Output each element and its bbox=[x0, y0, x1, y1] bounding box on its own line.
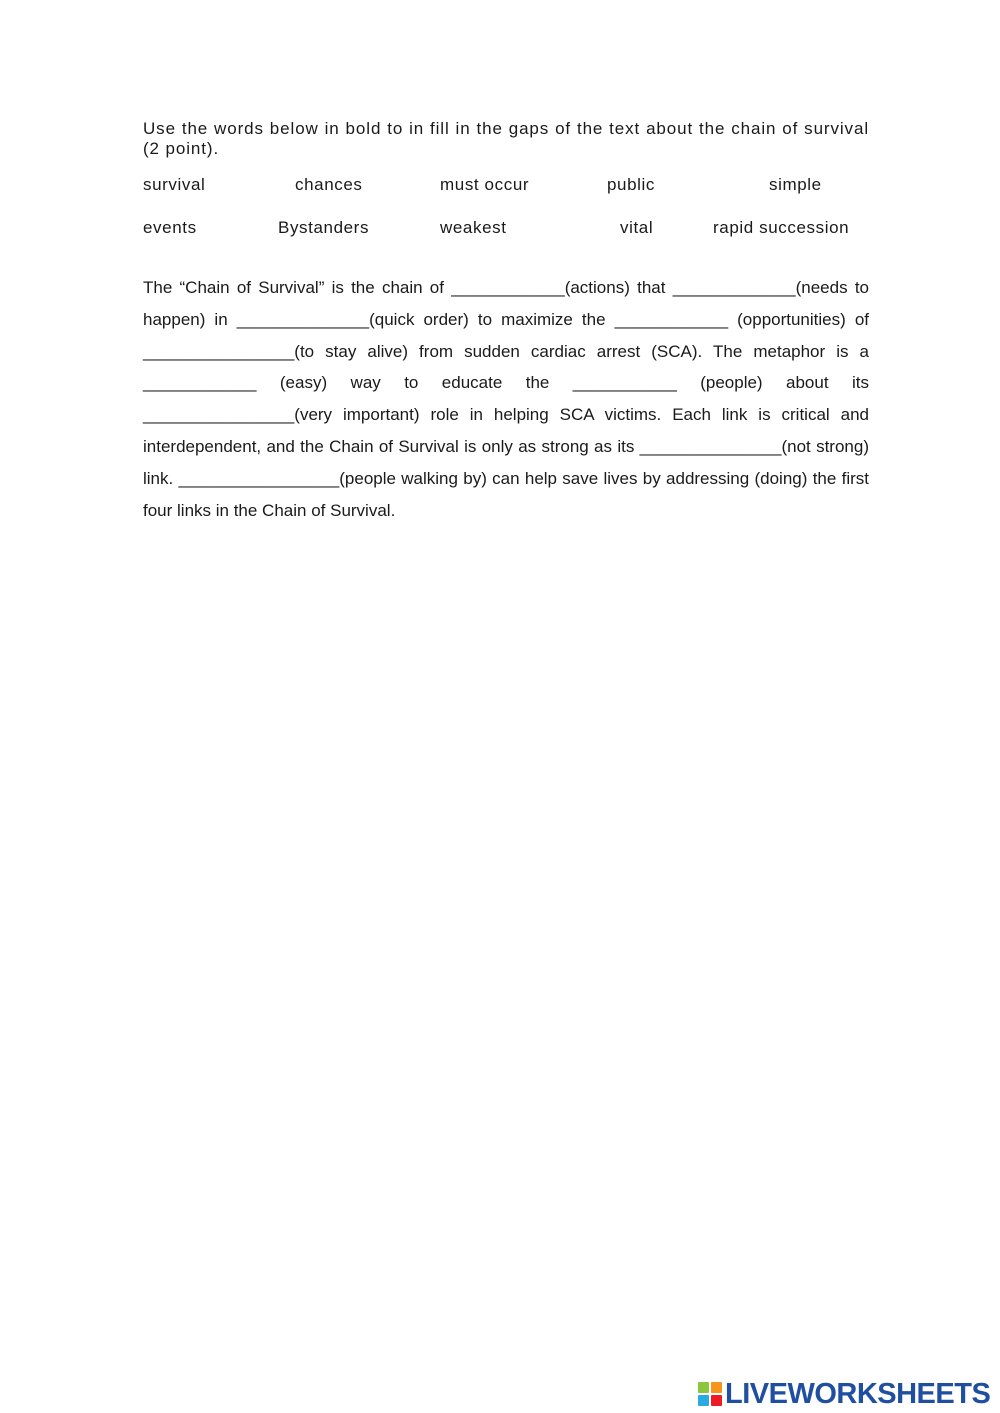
answer-gap[interactable]: _____________ bbox=[672, 278, 796, 297]
worksheet bbox=[143, 119, 869, 526]
passage-text-segment: way to educate the bbox=[327, 373, 573, 393]
answer-gap[interactable]: _______________ bbox=[639, 436, 782, 456]
passage-text-segment: link. bbox=[143, 468, 179, 488]
passage-text-segment: in bbox=[205, 309, 237, 329]
logo-text: LIVEWORKSHEETS bbox=[725, 1377, 991, 1410]
word-bank-item: must occur bbox=[440, 175, 530, 194]
gap-hint: (to stay alive) bbox=[294, 341, 409, 361]
answer-gap[interactable]: ______________ bbox=[236, 309, 370, 329]
gap-hint: (people walking by) bbox=[339, 468, 487, 488]
passage-text-segment: of bbox=[845, 309, 870, 329]
word-bank-row-2 bbox=[143, 218, 869, 238]
word-bank-item: Bystanders bbox=[278, 218, 370, 237]
liveworksheets-logo-icon bbox=[698, 1382, 722, 1406]
answer-gap[interactable]: ____________ bbox=[451, 278, 565, 297]
passage-text-segment: The “Chain of Survival” is the chain of bbox=[143, 278, 452, 297]
answer-gap[interactable]: ________________ bbox=[143, 405, 295, 425]
gap-hint: (people) bbox=[676, 373, 763, 393]
passage-text-segment: that bbox=[629, 278, 673, 297]
passage-text-segment: to maximize the bbox=[468, 309, 615, 329]
passage-text-segment: role in helping SCA victims. Each link is critical and interdependent, and the Chain of Survival is only as strong as its bbox=[143, 405, 869, 456]
answer-gap[interactable]: _________________ bbox=[178, 468, 340, 488]
passage-text-segment: about its bbox=[762, 373, 869, 393]
instruction-text: Use the words below in bold to in fill in the gaps of the text about the chain of survival (2 point). bbox=[143, 119, 869, 158]
word-bank-item: chances bbox=[295, 175, 363, 194]
passage-text-segment: can help save lives by addressing (doing) the first four links in the Chain of Survival. bbox=[143, 468, 870, 520]
word-bank-item: survival bbox=[143, 175, 206, 194]
answer-gap[interactable]: ___________ bbox=[572, 373, 677, 393]
gap-hint: (actions) bbox=[564, 278, 630, 297]
passage-text bbox=[143, 272, 869, 526]
gap-hint: (needs to happen) bbox=[143, 278, 869, 329]
word-bank-item: rapid succession bbox=[713, 218, 850, 237]
word-bank-item: weakest bbox=[440, 218, 507, 237]
word-bank-item: vital bbox=[620, 218, 654, 237]
gap-hint: (opportunities) bbox=[728, 309, 846, 329]
answer-gap[interactable]: ________________ bbox=[143, 341, 295, 361]
word-bank-row-1 bbox=[143, 175, 869, 195]
gap-hint: (not strong) bbox=[781, 436, 869, 456]
word-bank-item: public bbox=[607, 175, 656, 194]
word-bank-item: simple bbox=[769, 175, 822, 194]
gap-hint: (very important) bbox=[294, 405, 420, 425]
gap-hint: (quick order) bbox=[369, 309, 469, 329]
answer-gap[interactable]: ____________ bbox=[143, 373, 257, 393]
liveworksheets-logo[interactable] bbox=[698, 1378, 990, 1410]
answer-gap[interactable]: ____________ bbox=[614, 309, 729, 329]
word-bank-item: events bbox=[143, 218, 197, 237]
passage-text-segment: from sudden cardiac arrest (SCA). The metaphor is a bbox=[408, 341, 869, 361]
gap-hint: (easy) bbox=[256, 373, 328, 393]
